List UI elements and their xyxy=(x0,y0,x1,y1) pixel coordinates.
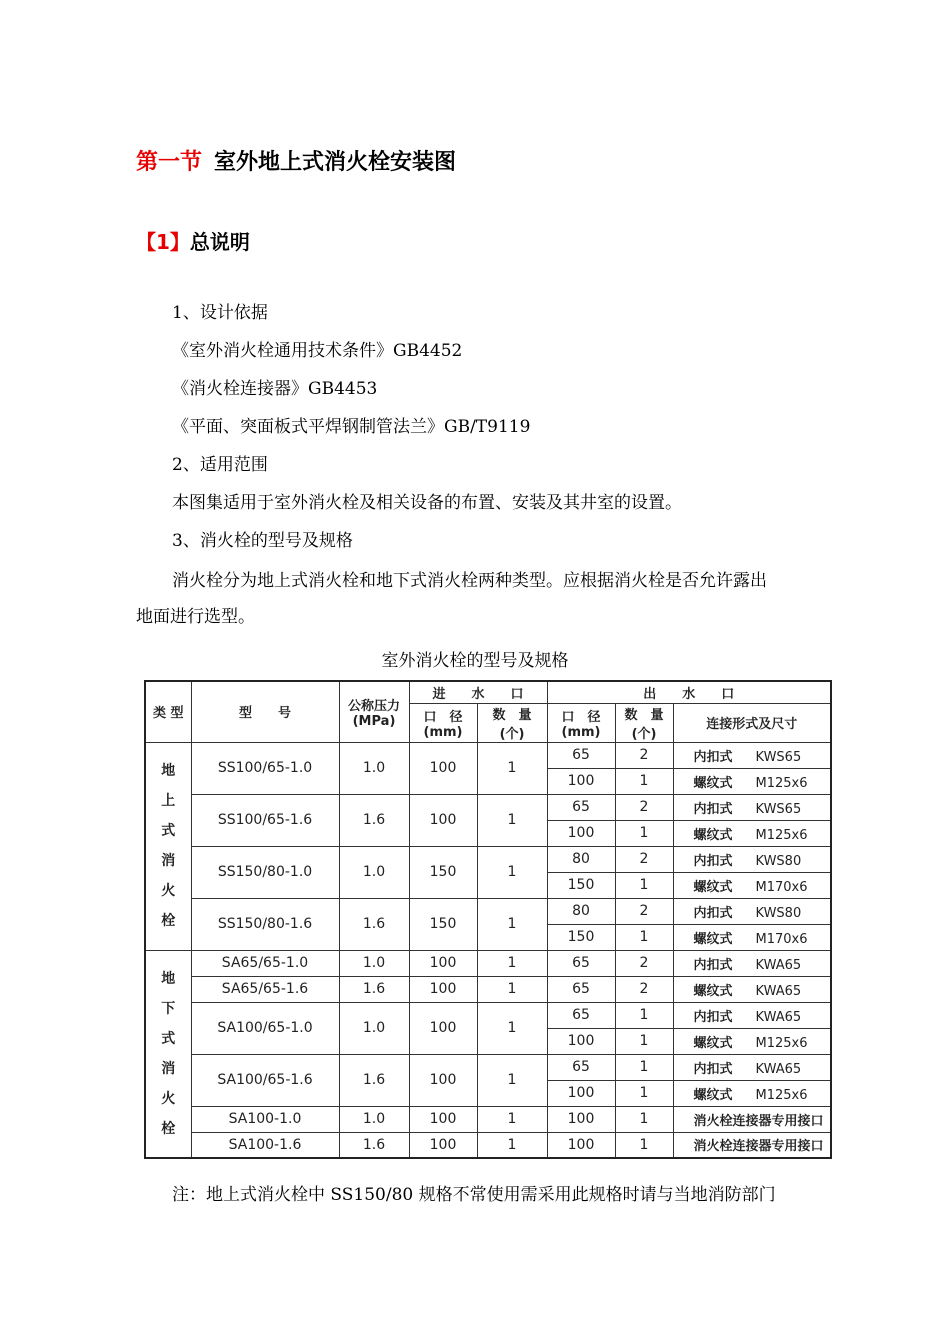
table-row xyxy=(145,898,831,924)
connection-type: 内扣式 xyxy=(693,1009,733,1025)
cell-connection xyxy=(673,768,831,794)
cell-model: SA65/65-1.0 xyxy=(191,950,339,976)
cell-outlet-quantity: 1 xyxy=(615,1028,673,1054)
connection-type: 螺纹式 xyxy=(693,827,733,843)
cell-outlet-diameter: 80 xyxy=(547,846,615,872)
paragraph-standard-3: 《平面、突面板式平焊钢制管法兰》GB/T9119 xyxy=(172,417,531,437)
connection-size: M170x6 xyxy=(755,879,808,895)
cell-outlet-quantity: 1 xyxy=(615,768,673,794)
header-pressure-unit: (MPa) xyxy=(352,713,396,729)
connection-type: 内扣式 xyxy=(693,905,733,921)
cell-inlet-diameter: 100 xyxy=(409,1106,477,1132)
cell-model: SS100/65-1.6 xyxy=(191,794,339,846)
cell-outlet-diameter: 100 xyxy=(547,768,615,794)
subsection-title xyxy=(136,226,250,255)
paragraph-scope-heading: 2、适用范围 xyxy=(172,455,268,475)
cell-inlet-quantity: 1 xyxy=(477,898,547,950)
section-name: 室外地上式消火栓安装图 xyxy=(214,150,457,175)
cell-pressure: 1.6 xyxy=(339,976,409,1002)
connection-size: KWA65 xyxy=(755,957,802,973)
connection-size: KWA65 xyxy=(755,983,802,999)
cell-connection xyxy=(673,1080,831,1106)
cell-outlet-quantity: 1 xyxy=(615,872,673,898)
header-type: 类 型 xyxy=(145,681,191,742)
cell-inlet-quantity: 1 xyxy=(477,1132,547,1158)
connection-size: M170x6 xyxy=(755,931,808,947)
connection-size: KWS65 xyxy=(755,749,802,765)
cell-pressure: 1.0 xyxy=(339,742,409,794)
cell-outlet-quantity: 2 xyxy=(615,794,673,820)
hydrant-spec-table xyxy=(144,680,832,1159)
cell-inlet-diameter: 100 xyxy=(409,794,477,846)
cell-inlet-quantity: 1 xyxy=(477,1002,547,1054)
connection-type: 螺纹式 xyxy=(693,1035,733,1051)
paragraph-types-line1: 消火栓分为地上式消火栓和地下式消火栓两种类型。应根据消火栓是否允许露出 xyxy=(172,571,767,591)
cell-outlet-diameter: 65 xyxy=(547,1054,615,1080)
header-inlet-diameter: 口 径 (mm) xyxy=(409,703,477,742)
cell-inlet-quantity: 1 xyxy=(477,794,547,846)
category-char: 式 xyxy=(161,823,176,839)
cell-pressure: 1.6 xyxy=(339,1054,409,1106)
paragraph-types-line2: 地面进行选型。 xyxy=(136,607,255,627)
cell-connection xyxy=(673,1002,831,1028)
cell-inlet-diameter: 150 xyxy=(409,898,477,950)
table-row xyxy=(145,950,831,976)
cell-pressure: 1.6 xyxy=(339,1132,409,1158)
cell-connection xyxy=(673,846,831,872)
connection-type: 消火栓连接器专用接口 xyxy=(693,1139,824,1155)
cell-outlet-quantity: 1 xyxy=(615,1106,673,1132)
cell-inlet-diameter: 100 xyxy=(409,1054,477,1106)
connection-type: 螺纹式 xyxy=(693,931,733,947)
cell-outlet-quantity: 1 xyxy=(615,820,673,846)
category-char: 栓 xyxy=(161,913,176,929)
cell-model: SS100/65-1.0 xyxy=(191,742,339,794)
category-char: 下 xyxy=(161,1000,176,1017)
cell-connection xyxy=(673,976,831,1002)
cell-outlet-diameter: 150 xyxy=(547,872,615,898)
connection-type: 内扣式 xyxy=(693,957,733,973)
cell-outlet-diameter: 65 xyxy=(547,1002,615,1028)
cell-outlet-quantity: 1 xyxy=(615,1002,673,1028)
cell-inlet-quantity: 1 xyxy=(477,846,547,898)
category-char: 火 xyxy=(161,1090,176,1107)
subsection-text: 总说明 xyxy=(189,230,250,254)
connection-size: KWS65 xyxy=(755,801,802,817)
cell-connection xyxy=(673,1132,831,1158)
paragraph-scope: 本图集适用于室外消火栓及相关设备的布置、安装及其井室的设置。 xyxy=(172,493,682,513)
paragraph-design-basis: 1、设计依据 xyxy=(172,303,268,323)
cell-inlet-diameter: 150 xyxy=(409,846,477,898)
cell-outlet-diameter: 100 xyxy=(547,820,615,846)
connection-size: KWA65 xyxy=(755,1061,802,1077)
cell-inlet-quantity: 1 xyxy=(477,742,547,794)
connection-size: KWS80 xyxy=(755,853,802,869)
cell-model: SA100/65-1.6 xyxy=(191,1054,339,1106)
header-outlet-quantity: 数 量 (个) xyxy=(615,703,673,742)
cell-outlet-diameter: 65 xyxy=(547,794,615,820)
section-title xyxy=(136,145,456,176)
cell-inlet-diameter: 100 xyxy=(409,950,477,976)
cell-outlet-quantity: 2 xyxy=(615,742,673,768)
cell-inlet-quantity: 1 xyxy=(477,1054,547,1106)
category-char: 火 xyxy=(161,883,176,899)
cell-outlet-diameter: 65 xyxy=(547,976,615,1002)
cell-outlet-diameter: 100 xyxy=(547,1106,615,1132)
category-char: 栓 xyxy=(161,1120,176,1137)
cell-inlet-quantity: 1 xyxy=(477,950,547,976)
subsection-marker: 【1】 xyxy=(136,230,190,254)
category-char: 上 xyxy=(161,793,176,809)
table-row xyxy=(145,1106,831,1132)
table-row xyxy=(145,794,831,820)
cell-connection xyxy=(673,898,831,924)
cell-inlet-diameter: 100 xyxy=(409,1132,477,1158)
category-char: 式 xyxy=(161,1030,176,1047)
cell-outlet-quantity: 2 xyxy=(615,950,673,976)
cell-connection xyxy=(673,820,831,846)
table-row xyxy=(145,1132,831,1158)
cell-outlet-quantity: 1 xyxy=(615,1054,673,1080)
cell-connection xyxy=(673,950,831,976)
header-inlet-quantity: 数 量 (个) xyxy=(477,703,547,742)
header-pressure-label: 公称压力 xyxy=(347,698,400,714)
category-above xyxy=(145,742,191,950)
header-outlet-diameter: 口 径 (mm) xyxy=(547,703,615,742)
cell-outlet-diameter: 150 xyxy=(547,924,615,950)
cell-connection xyxy=(673,794,831,820)
connection-size: M125x6 xyxy=(755,1035,808,1051)
connection-type: 螺纹式 xyxy=(693,879,733,895)
cell-pressure: 1.0 xyxy=(339,1002,409,1054)
cell-outlet-diameter: 100 xyxy=(547,1080,615,1106)
header-inlet: 进 水 口 xyxy=(409,681,547,703)
cell-connection xyxy=(673,872,831,898)
header-connection: 连接形式及尺寸 xyxy=(673,703,831,742)
paragraph-spec-heading: 3、消火栓的型号及规格 xyxy=(172,531,353,551)
table-row xyxy=(145,742,831,768)
connection-size: M125x6 xyxy=(755,775,808,791)
connection-size: KWS80 xyxy=(755,905,802,921)
category-char: 地 xyxy=(161,763,176,779)
cell-outlet-quantity: 2 xyxy=(615,976,673,1002)
cell-outlet-diameter: 80 xyxy=(547,898,615,924)
header-model: 型 号 xyxy=(191,681,339,742)
category-char: 消 xyxy=(161,853,176,869)
table-row xyxy=(145,976,831,1002)
header-outlet: 出 水 口 xyxy=(547,681,831,703)
category-char: 地 xyxy=(161,970,176,987)
connection-size: M125x6 xyxy=(755,827,808,843)
connection-type: 螺纹式 xyxy=(693,775,733,791)
cell-pressure: 1.0 xyxy=(339,846,409,898)
cell-model: SA100-1.0 xyxy=(191,1106,339,1132)
paragraph-standard-2: 《消火栓连接器》GB4453 xyxy=(172,379,378,399)
cell-inlet-quantity: 1 xyxy=(477,1106,547,1132)
cell-outlet-diameter: 65 xyxy=(547,742,615,768)
cell-outlet-diameter: 65 xyxy=(547,950,615,976)
table-row xyxy=(145,1054,831,1080)
cell-model: SS150/80-1.6 xyxy=(191,898,339,950)
cell-inlet-quantity: 1 xyxy=(477,976,547,1002)
table-row xyxy=(145,846,831,872)
cell-outlet-diameter: 100 xyxy=(547,1028,615,1054)
cell-outlet-quantity: 2 xyxy=(615,898,673,924)
connection-type: 消火栓连接器专用接口 xyxy=(693,1113,824,1129)
connection-type: 内扣式 xyxy=(693,1061,733,1077)
cell-model: SA100-1.6 xyxy=(191,1132,339,1158)
cell-outlet-diameter: 100 xyxy=(547,1132,615,1158)
cell-connection xyxy=(673,1106,831,1132)
connection-type: 螺纹式 xyxy=(693,983,733,999)
category-below xyxy=(145,950,191,1158)
cell-model: SA100/65-1.0 xyxy=(191,1002,339,1054)
cell-outlet-quantity: 1 xyxy=(615,1132,673,1158)
connection-type: 内扣式 xyxy=(693,749,733,765)
cell-inlet-diameter: 100 xyxy=(409,742,477,794)
cell-inlet-diameter: 100 xyxy=(409,1002,477,1054)
paragraph-standard-1: 《室外消火栓通用技术条件》GB4452 xyxy=(172,341,463,361)
connection-type: 螺纹式 xyxy=(693,1087,733,1103)
table-note: 注：地上式消火栓中 SS150/80 规格不常使用需采用此规格时请与当地消防部门 xyxy=(172,1185,776,1205)
cell-model: SS150/80-1.0 xyxy=(191,846,339,898)
connection-type: 内扣式 xyxy=(693,853,733,869)
connection-type: 内扣式 xyxy=(693,801,733,817)
connection-size: M125x6 xyxy=(755,1087,808,1103)
category-char: 消 xyxy=(161,1060,176,1077)
section-number: 第一节 xyxy=(136,150,203,175)
cell-connection xyxy=(673,924,831,950)
cell-pressure: 1.6 xyxy=(339,794,409,846)
cell-inlet-diameter: 100 xyxy=(409,976,477,1002)
table-row xyxy=(145,1002,831,1028)
connection-size: KWA65 xyxy=(755,1009,802,1025)
cell-outlet-quantity: 1 xyxy=(615,924,673,950)
cell-connection xyxy=(673,1028,831,1054)
cell-outlet-quantity: 1 xyxy=(615,1080,673,1106)
table-caption: 室外消火栓的型号及规格 xyxy=(381,651,569,671)
cell-pressure: 1.0 xyxy=(339,1106,409,1132)
header-pressure xyxy=(339,681,409,742)
cell-outlet-quantity: 2 xyxy=(615,846,673,872)
cell-connection xyxy=(673,1054,831,1080)
cell-pressure: 1.6 xyxy=(339,898,409,950)
cell-pressure: 1.0 xyxy=(339,950,409,976)
cell-model: SA65/65-1.6 xyxy=(191,976,339,1002)
cell-connection xyxy=(673,742,831,768)
